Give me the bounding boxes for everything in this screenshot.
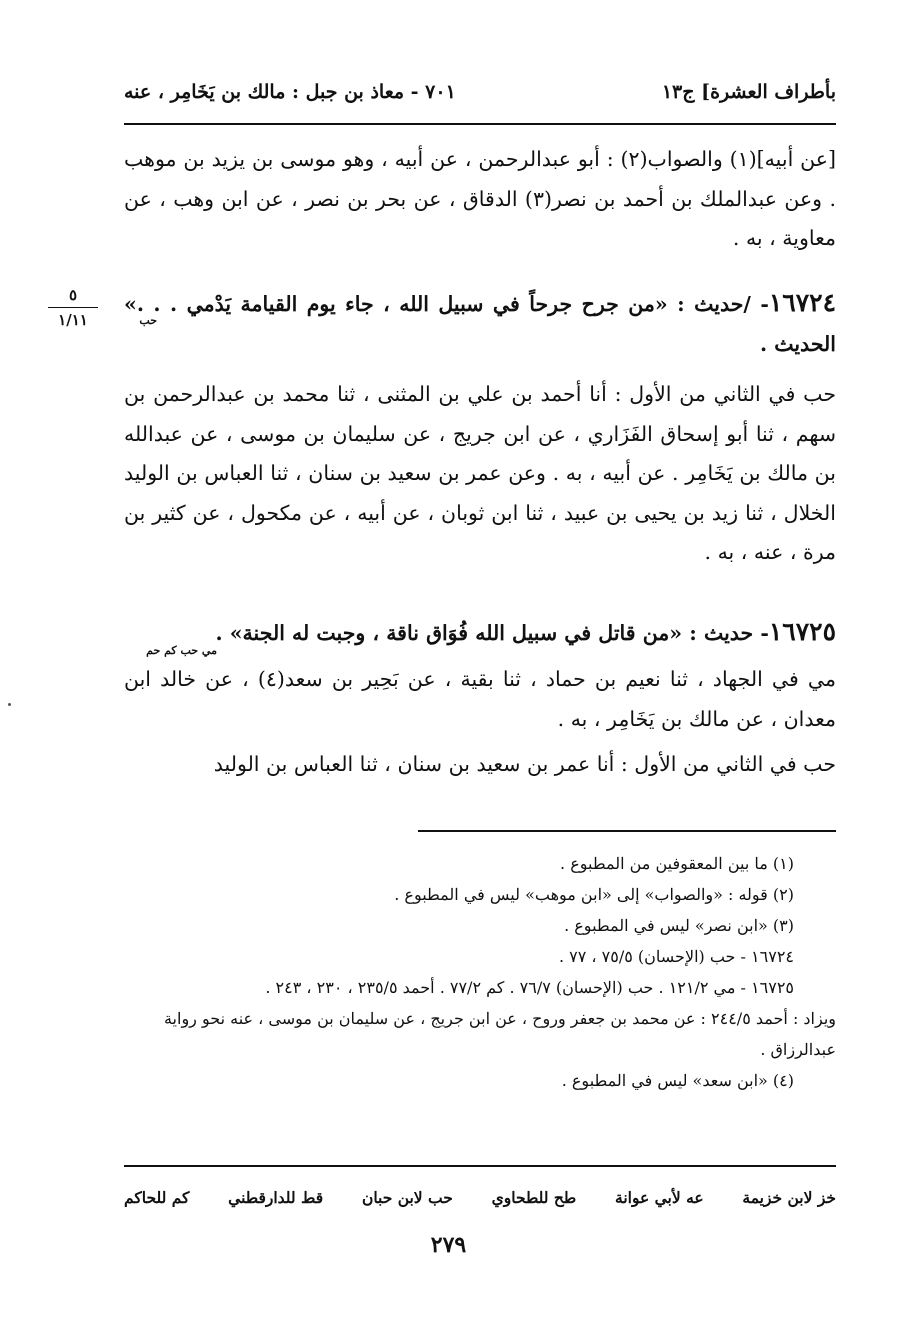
abbreviations-key xyxy=(124,1182,836,1212)
paragraph-1 xyxy=(124,140,836,259)
margin-note-top: ٥ xyxy=(68,286,78,304)
abbr-5: قط للدارقطني xyxy=(228,1187,324,1207)
abbr-2: عه لأبي عوانة xyxy=(615,1187,704,1207)
abbr-3: طح للطحاوي xyxy=(491,1187,577,1207)
hadith-number: ١٦٧٢٤ xyxy=(768,288,836,317)
footnote-ref-16724: ١٦٧٢٤ - حب (الإحسان) ٧٥/٥ ، ٧٧ . xyxy=(558,947,794,966)
paragraph-4 xyxy=(124,745,836,785)
hadith-16724-sigla: حب xyxy=(139,314,157,327)
footnote-ref-16725: ١٦٧٢٥ - مي ١٢١/٢ . حب (الإحسان) ٧٦/٧ . كم ٧٧/٢ . أحمد ٢٣٥/٥ ، ٢٣٠ ، ٢٤٣ . xyxy=(265,978,794,997)
paragraph-3-text: مي في الجهاد ، ثنا نعيم بن حماد ، ثنا بقية ، عن بَحِير بن سعد(٤) ، عن خالد ابن معدان ، عن مالك بن يَخَامِر ، به . xyxy=(124,667,836,731)
footnote-4: (٤) «ابن سعد» ليس في المطبوع . xyxy=(561,1071,794,1090)
footnote-2: (٢) قوله : «والصواب» إلى «ابن موهب» ليس في المطبوع . xyxy=(394,885,794,904)
running-header xyxy=(124,74,836,110)
hadith-number: ١٦٧٢٥ xyxy=(768,617,836,646)
footnote-rule xyxy=(418,830,836,832)
hadith-text: - حديث : «من قاتل في سبيل الله فُوَاق ناقة ، وجبت له الجنة» . xyxy=(215,621,769,645)
hadith-16724 xyxy=(124,283,836,364)
margin-note-bottom: ١/١١ xyxy=(58,311,88,329)
paragraph-2-text: حب في الثاني من الأول : أنا أحمد بن علي بن المثنى ، ثنا محمد بن عبدالرحمن بن سهم ، ثنا أبو إسحاق الفَزَاري ، عن ابن جريج ، عن سليمان بن موسى ، عن عبدالله بن مالك بن يَخَامِر . عن أبيه ، به . وعن عمر بن سعيد بن سنان ، ثنا العباس بن الوليد الخلال ، ثنا زيد بن يحيى بن عبيد ، ثنا ابن ثوبان ، عن أبيه ، عن مكحول ، عن كثير بن مرة ، عنه ، به . xyxy=(124,382,836,564)
hadith-text: - /حديث : «من جرح جرحاً في سبيل الله ، جاء يوم القيامة يَدْمي . . .» الحديث . xyxy=(124,292,836,356)
paragraph-3 xyxy=(124,660,836,739)
footnote-1: (١) ما بين المعقوفين من المطبوع . xyxy=(560,854,794,873)
scan-speck xyxy=(8,703,11,706)
header-chapter: ٧٠١ - معاذ بن جبل : مالك بن يَخَامِر ، عنه xyxy=(124,81,456,103)
margin-note-divider xyxy=(48,307,98,308)
margin-note xyxy=(42,285,104,330)
footnote-addition: ويزاد : أحمد ٢٤٤/٥ : عن محمد بن جعفر وروح ، عن ابن جريج ، عن سليمان بن موسى ، عنه نحو رواية عبدالرزاق . xyxy=(163,1009,836,1059)
abbreviations-rule xyxy=(124,1165,836,1167)
footnote-3: (٣) «ابن نصر» ليس في المطبوع . xyxy=(564,916,794,935)
footnotes xyxy=(124,848,836,1096)
paragraph-1-text: [عن أبيه](١) والصواب(٢) : أبو عبدالرحمن ، عن أبيه ، وهو موسى بن يزيد بن موهب . وعن عبدالملك بن أحمد بن نصر(٣) الدقاق ، عن بحر بن نصر ، عن ابن وهب ، عن معاوية ، به . xyxy=(124,147,836,250)
header-volume: بأطراف العشرة] ج١٣ xyxy=(661,81,836,103)
abbr-1: خز لابن خزيمة xyxy=(742,1187,836,1207)
header-rule xyxy=(124,123,836,125)
page-number: ٢٧٩ xyxy=(430,1232,467,1258)
abbr-4: حب لابن حبان xyxy=(361,1187,453,1207)
abbr-6: كم للحاكم xyxy=(124,1187,190,1207)
hadith-16725-sigla: مي حب كم حم xyxy=(146,644,217,657)
paragraph-2 xyxy=(124,375,836,573)
hadith-16725 xyxy=(124,612,836,654)
paragraph-4-text: حب في الثاني من الأول : أنا عمر بن سعيد بن سنان ، ثنا العباس بن الوليد xyxy=(213,752,836,776)
